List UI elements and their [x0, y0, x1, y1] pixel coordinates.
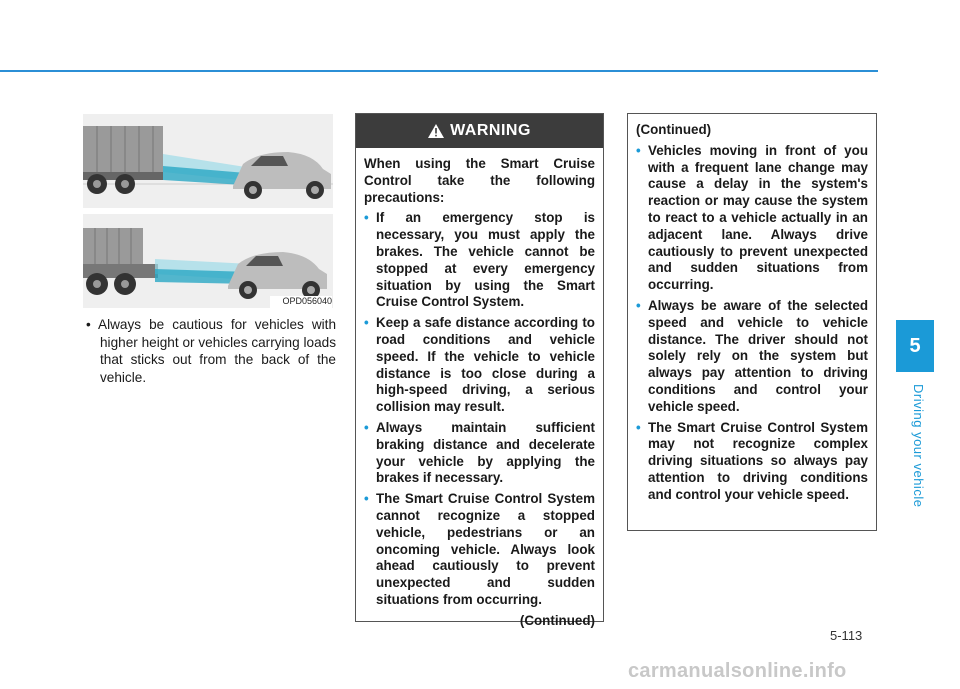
- warning-item: • The Smart Cruise Control System cannot recognize a stopped vehicle, pedestrians or an oncoming vehicle. Always look ahead cautiously to prevent unexpected and sudden situations from occurring.: [364, 491, 595, 607]
- watermark-text: carmanualsonline.info: [628, 660, 847, 682]
- continued-item: • Vehicles moving in front of you with a frequent lane change may cause a delay in the system's reaction or may cause the system to react to a vehicle actually in an adjacent lane. Always drive cautiously to prevent unexpected and sudden situations from occurring.: [636, 142, 868, 293]
- left-bullet-text: Always be cautious for vehicles with higher height or vehicles carrying loads that sticks out from the back of the vehicle.: [98, 317, 336, 385]
- continued-item: • Always be aware of the selected speed and vehicle to vehicle distance. The driver should not solely rely on the system but always pay attention to driving conditions and control your vehicle speed.: [636, 297, 868, 414]
- truck-car-image: [83, 214, 333, 308]
- continued-heading: (Continued): [636, 122, 712, 137]
- warning-item: • If an emergency stop is necessary, you must apply the brakes. The vehicle cannot be stopped at every emergency situation by using the Smart Cruise Control System.: [364, 210, 595, 310]
- warning-triangle-icon: [428, 124, 444, 138]
- page-number: 5-113: [830, 628, 863, 643]
- warning-box: [355, 113, 604, 628]
- left-bullet: [86, 316, 336, 386]
- warning-continued: (Continued): [519, 612, 595, 628]
- chapter-number: 5: [909, 334, 921, 357]
- continued-warning-box: [627, 113, 877, 531]
- chapter-tab: [896, 320, 934, 372]
- truck-illustration-bottom: [83, 214, 333, 308]
- warning-header: [356, 114, 603, 148]
- warning-item: • Always maintain sufficient braking distance and decelerate your vehicle by applying the brakes if necessary.: [364, 419, 595, 486]
- truck-illustration-top: [83, 114, 333, 208]
- truck-car-image: [83, 114, 333, 208]
- warning-intro: When using the Smart Cruise Control take the following precautions:: [364, 156, 595, 205]
- warning-title: WARNING: [450, 122, 531, 139]
- warning-item: • Keep a safe distance according to road conditions and vehicle speed. If the vehicle to vehicle distance is too close during a high-speed driving, a serious collision may result.: [364, 315, 595, 415]
- bullet-dot: •: [86, 317, 91, 332]
- figure-code: OPD056040: [270, 296, 332, 309]
- top-rule: [0, 70, 878, 72]
- chapter-title: Driving your vehicle: [911, 384, 926, 508]
- continued-item: • The Smart Cruise Control System may not recognize complex driving situations so always pay attention to driving conditions and control your vehicle speed.: [636, 419, 868, 502]
- warning-body: [356, 148, 603, 630]
